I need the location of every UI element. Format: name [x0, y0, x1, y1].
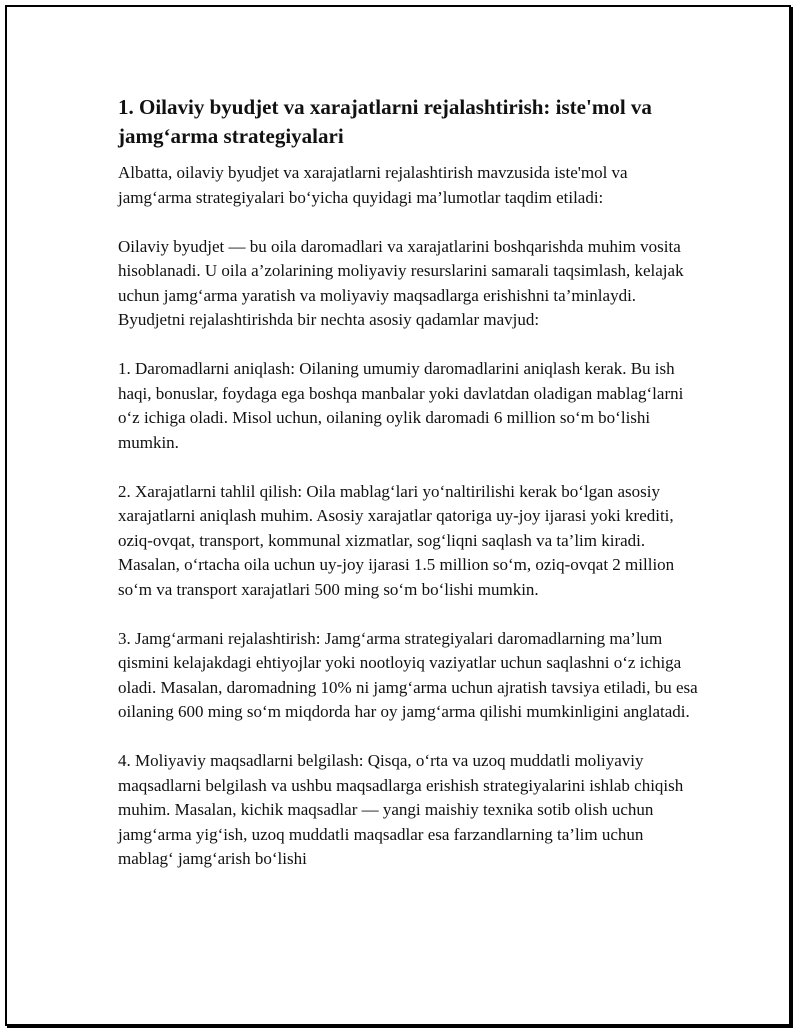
document-body: [118, 93, 698, 896]
paragraph-step-1: 1. Daromadlarni aniqlash: Oilaning umumiy daromadlarini aniqlash kerak. Bu ish haqi, bonuslar, foydaga ega boshqa manbalar yoki davlatdan oladigan mablag‘larni o‘z ichiga oladi. Misol uchun, oilaning oylik daromadi 6 million so‘m bo‘lishi mumkin.: [118, 359, 684, 452]
paragraph-budget-definition: Oilaviy byudjet — bu oila daromadlari va xarajatlarini boshqarishda muhim vosita hisoblanadi. U oila a’zolarining moliyaviy resurslarini samarali taqsimlash, kelajak uchun jamg‘arma yaratish va moliyaviy maqsadlarga erishishni ta’minlaydi. Byudjetni rejalashtirishda bir nechta asosiy qadamlar mavjud:: [118, 236, 684, 329]
document-title: 1. Oilaviy byudjet va xarajatlarni rejalashtirish: iste'mol va jamg‘arma strategiyalari: [118, 95, 652, 148]
paragraph-intro: Albatta, oilaviy byudjet va xarajatlarni rejalashtirish mavzusida iste'mol va jamg‘arma strategiyalari bo‘yicha quyidagi ma’lumotlar taqdim etiladi:: [118, 163, 628, 207]
paragraph-step-3: 3. Jamg‘armani rejalashtirish: Jamg‘arma strategiyalari daromadlarning ma’lum qismini kelajakdagi ehtiyojlar yoki nootloyiq vaziyatlar uchun saqlashni o‘z ichiga oladi. Masalan, daromadning 10% ni jamg‘arma uchun ajratish tavsiya etiladi, bu esa oilaning 600 ming so‘m miqdorda har oy jamg‘arma qilishi mumkinligini anglatadi.: [118, 628, 698, 721]
paragraph-step-2: 2. Xarajatlarni tahlil qilish: Oila mablag‘lari yo‘naltirilishi kerak bo‘lgan asosiy xarajatlarni aniqlash muhim. Asosiy xarajatlar qatoriga uy-joy ijarasi yoki krediti, oziq-ovqat, transport, kommunal xizmatlar, sog‘liqni saqlash va ta’lim kiradi. Masalan, o‘rtacha oila uchun uy-joy ijarasi 1.5 million so‘m, oziq-ovqat 2 million so‘m va transport xarajatlari 500 ming so‘m bo‘lishi mumkin.: [118, 481, 675, 599]
paragraph-step-4: 4. Moliyaviy maqsadlarni belgilash: Qisqa, o‘rta va uzoq muddatli moliyaviy maqsadlarni belgilash va ushbu maqsadlarga erishish strategiyalarini ishlab chiqish muhim. Masalan, kichik maqsadlar — yangi maishiy texnika sotib olish uchun jamg‘arma yig‘ish, uzoq muddatli maqsadlar esa farzandlarning ta’lim uchun mablag‘ jamg‘arish bo‘lishi: [118, 751, 684, 868]
